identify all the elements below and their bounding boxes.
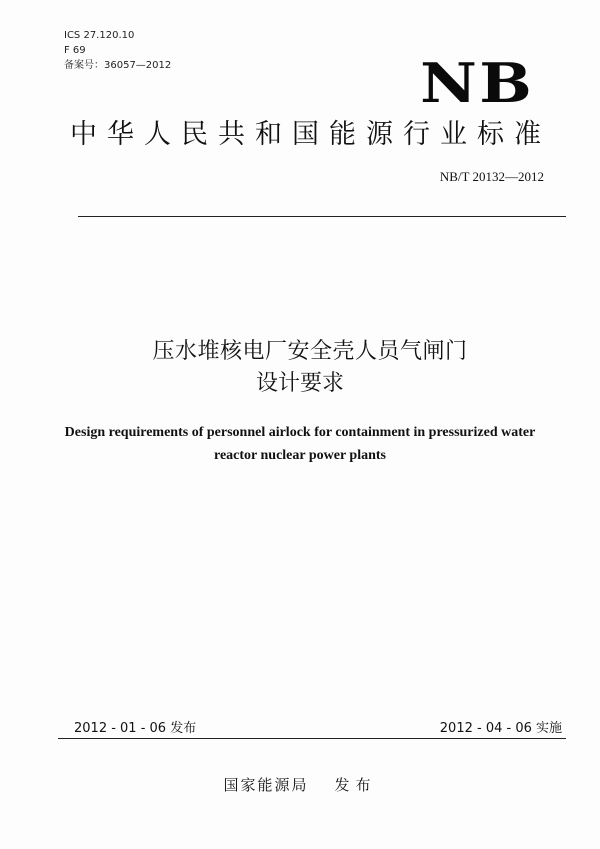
ccs-code: F 69	[64, 45, 86, 56]
chinese-title-line1: 压水堆核电厂安全壳人员气闸门	[152, 339, 468, 364]
publisher-line	[0, 774, 600, 795]
chinese-title-line2: 设计要求	[255, 371, 344, 396]
publisher-verb: 发布	[334, 776, 377, 794]
header-divider	[78, 216, 566, 217]
english-title-line2: reactor nuclear power plants	[213, 448, 386, 463]
nb-logo: NB	[420, 51, 534, 115]
classification-block	[64, 28, 171, 73]
footer-divider	[58, 738, 566, 739]
publisher-name: 国家能源局	[223, 776, 309, 794]
implementation-date: 2012 - 04 - 06 实施	[439, 721, 562, 736]
issue-date: 2012 - 01 - 06 发布	[74, 721, 197, 736]
standard-number: NB/T 20132—2012	[439, 169, 544, 184]
record-number: 备案号：36057—2012	[64, 60, 172, 71]
standard-category-title: 中华人民共和国能源行业标准	[70, 119, 551, 150]
chinese-title	[0, 336, 600, 400]
english-title	[0, 421, 600, 467]
ics-code: ICS 27.120.10	[64, 30, 135, 41]
english-title-line1: Design requirements of personnel airlock for containment in pressurized water	[64, 425, 536, 440]
